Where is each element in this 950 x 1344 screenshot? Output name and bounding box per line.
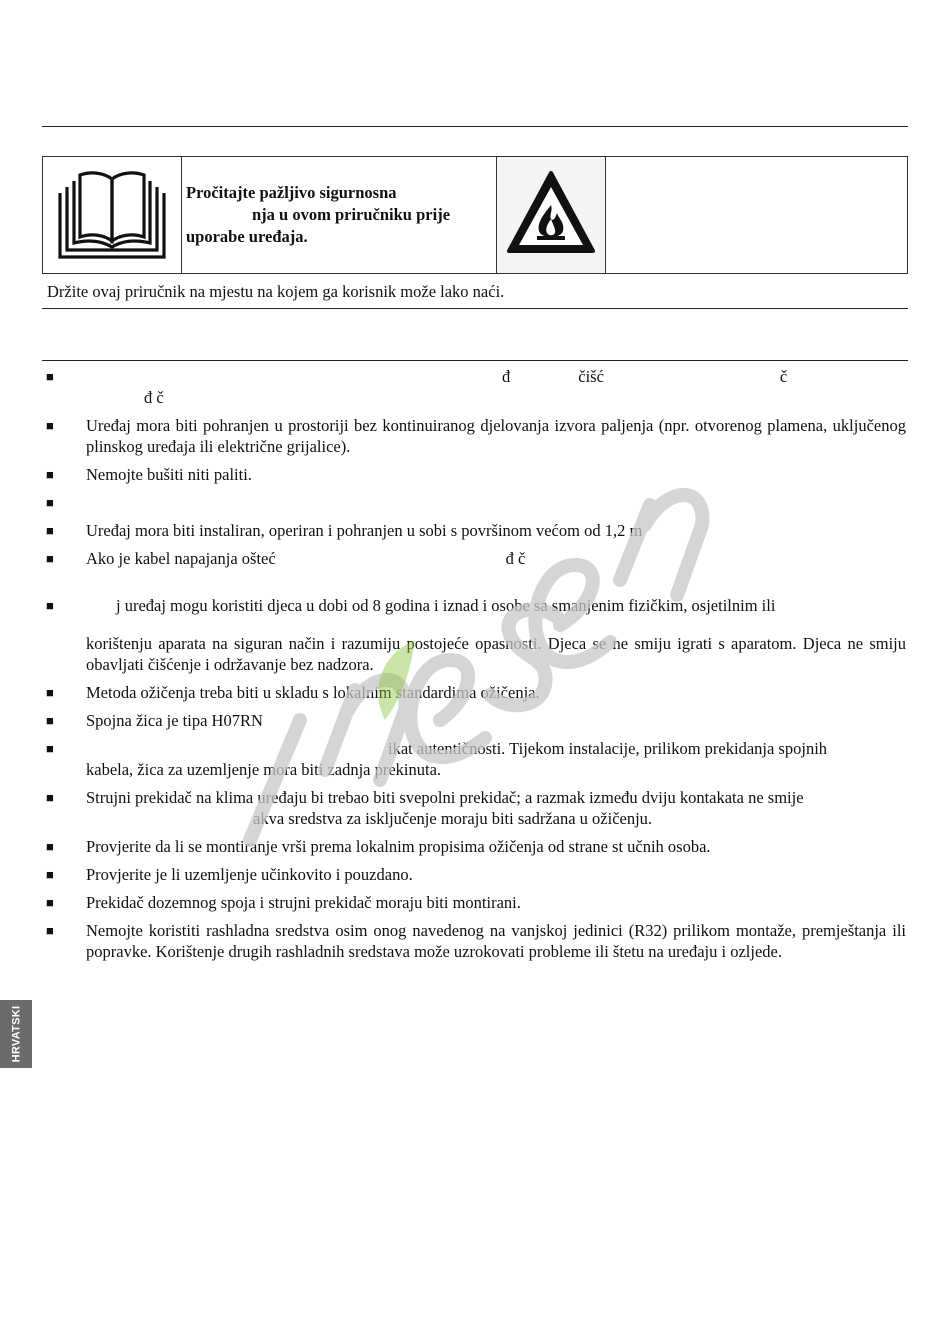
safety-list [44,366,906,969]
bullet: ■ [46,418,54,433]
bullet: ■ [46,923,54,938]
list-item [44,787,906,829]
item-text: Uređaj mora biti instaliran, operiran i pohranjen u sobi s površinom većom od 1,2 m [86,521,643,540]
fragment-text: đ č [505,549,526,568]
keep-manual-rule [42,308,908,309]
bullet: ■ [46,685,54,700]
list-item [44,738,906,780]
read-warning-cell [182,157,497,274]
top-rule [42,126,908,127]
list-item [44,415,906,457]
list-item [44,492,906,513]
item-text-line2: akva sredstva za isključenje moraju biti sadržana u ožičenju. [253,809,653,828]
bullet: ■ [46,741,54,756]
list-item [44,366,906,408]
bullet: ■ [46,369,54,384]
language-side-tab [0,1000,32,1068]
item-text: Uređaj mora biti pohranjen u prostoriji bez kontinuiranog djelovanja izvora paljenja (npr. otvorenog plamena, uključenog plinskog uređaja ili električne grijalice). [86,416,906,456]
keep-manual-note: Držite ovaj priručnik na mjestu na kojem ga korisnik može lako naći. [47,282,505,301]
list-item [44,682,906,703]
list-item [44,710,906,731]
safety-symbol-table [42,156,908,274]
item-text-line2: kabela, žica za uzemljenje mora biti zadnja prekinuta. [86,760,442,779]
item-text: Metoda ožičenja treba biti u skladu s lokalnim standardima ožičenja. [86,683,540,702]
item-text [86,492,906,513]
item-text-line1: Strujni prekidač na klima uređaju bi trebao biti svepolni prekidač; a razmak između dviju kontakata ne smije [86,788,804,807]
flame-text-cell [606,157,908,274]
flame-symbol-cell [497,157,606,274]
bullet: ■ [46,895,54,910]
read-warning-line3: uporabe uređaja. [186,227,308,246]
bullet: ■ [46,839,54,854]
flammable-warning-icon [503,165,599,261]
item-text: Prekidač dozemnog spoja i strujni prekidač moraju biti montirani. [86,893,521,912]
item-text-line2: korištenju aparata na siguran način i razumiju postojeće opasnosti. Djeca se ne smiju igrati s aparatom. Djeca ne smiju obavljati čišćenje i održavanje bez nadzora. [86,634,906,674]
list-item [44,836,906,857]
list-item [44,864,906,885]
bullet: ■ [46,867,54,882]
item-text-line1: ikat autentičnosti. Tijekom instalacije, prilikom prekidanja spojnih [388,739,828,758]
fragment-text: č [779,367,788,386]
read-manual-icon [56,163,168,263]
read-warning-line2: nja u ovom priručniku prije [252,205,451,224]
bullet: ■ [46,467,54,482]
item-text: Nemojte bušiti niti paliti. [86,465,252,484]
item-text: Provjerite je li uzemljenje učinkovito i pouzdano. [86,865,413,884]
item-text: Provjerite da li se montiranje vrši prema lokalnim propisima ožičenja od strane st učnih osoba. [86,837,711,856]
book-symbol-cell [43,157,182,274]
bullet: ■ [46,713,54,728]
list-item [44,548,906,569]
language-tab-label: HRVATSKI [10,1005,23,1063]
list-item [44,892,906,913]
read-warning-line1: Pročitajte pažljivo sigurnosna [186,183,397,202]
bullet: ■ [46,495,54,510]
bullet: ■ [46,551,54,566]
list-item [44,520,906,541]
item-text: Spojna žica je tipa H07RN [86,711,263,730]
bullet: ■ [46,598,54,613]
fragment-text: đ [502,367,511,386]
section-rule [42,360,908,361]
bullet: ■ [46,523,54,538]
item-text-line1: j uređaj mogu koristiti djeca u dobi od 8 godina i iznad i osobe sa smanjenim fizičkim, osjetilnim ili [116,596,776,615]
list-item [44,595,906,675]
fragment-text: čišć [578,367,604,386]
bullet: ■ [46,790,54,805]
list-item [44,464,906,485]
item-text: Nemojte koristiti rashladna sredstva osim onog navedenog na vanjskoj jedinici (R32) prilikom montaže, premještanja ili popravke. Korištenje drugih rashladnih sredstava može uzrokovati probleme ili štetu na uređaju i ozljede. [86,921,906,961]
list-item [44,920,906,962]
fragment-text: Ako je kabel napajanja ošteć [86,549,276,568]
fragment-text: đ č [144,388,164,407]
